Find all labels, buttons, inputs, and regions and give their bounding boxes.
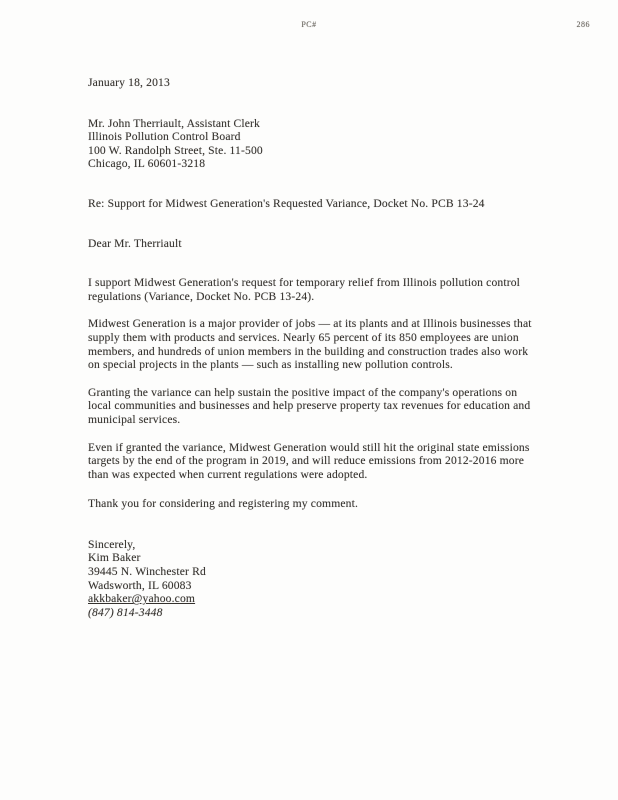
letter-date: January 18, 2013: [88, 76, 170, 89]
scan-page-number: 286: [576, 20, 590, 29]
closing-line: Sincerely,: [88, 537, 136, 551]
recipient-street: 100 W. Randolph Street, Ste. 11-500: [88, 143, 263, 157]
signature-street: 39445 N. Winchester Rd: [88, 565, 206, 579]
phone-number: (847) 814-3448: [88, 605, 163, 619]
signature-city: Wadsworth, IL 60083: [88, 578, 192, 592]
paragraph-jobs: Midwest Generation is a major provider of jobs — at its plants and at Illinois businesses that supply them with products and services. Nearly 65 percent of its 850 employees are union members, and hundreds of union members in the building and construction trades also work on special projects in the plants — such as installing new pollution controls.: [88, 317, 532, 372]
letter-body: [88, 76, 536, 619]
re-subject-line: Re: Support for Midwest Generation's Requested Variance, Docket No. PCB 13-24: [88, 196, 485, 210]
recipient-address-block: [88, 117, 536, 171]
paragraph-variance-impact: Granting the variance can help sustain the positive impact of the company's operations on local communities and businesses and help preserve property tax revenues for education and municipal services.: [88, 385, 531, 426]
recipient-name: Mr. John Therriault, Assistant Clerk: [88, 116, 260, 130]
salutation: Dear Mr. Therriault: [88, 236, 182, 250]
recipient-city: Chicago, IL 60601-3218: [88, 157, 206, 171]
recipient-org: Illinois Pollution Control Board: [88, 130, 241, 144]
paragraph-emissions: Even if granted the variance, Midwest Generation would still hit the original state emissions targets by the end of the program in 2019, and will reduce emissions from 2012-2016 more than was expected when current regulations were adopted.: [88, 440, 530, 481]
email-address: akkbaker@yahoo.com: [88, 592, 196, 606]
signature-email-line: [88, 592, 536, 606]
signature-block: [88, 551, 536, 619]
thank-you-line: Thank you for considering and registering my comment.: [88, 497, 359, 511]
signature-name: Kim Baker: [88, 551, 141, 565]
scan-header-pc-label: PC#: [301, 20, 317, 29]
paragraph-support: I support Midwest Generation's request for temporary relief from Illinois pollution control regulations (Variance, Docket No. PCB 13-24).: [88, 276, 521, 303]
